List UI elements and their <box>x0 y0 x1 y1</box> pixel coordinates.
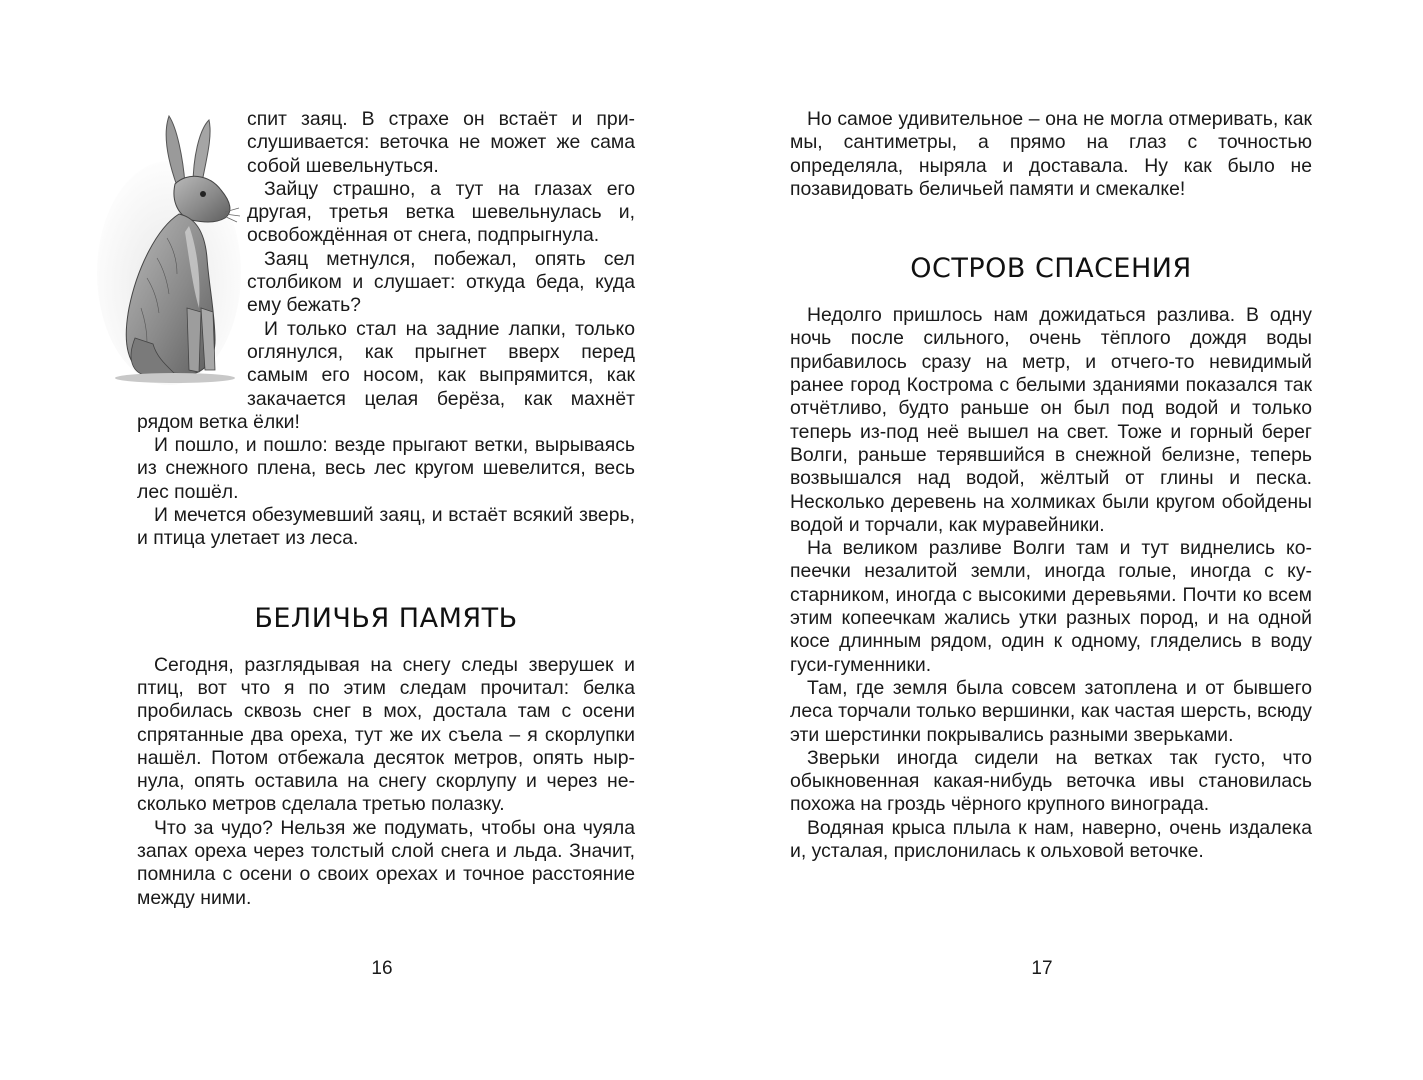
section-title: ОСТРОВ СПАСЕНИЯ <box>910 253 1192 285</box>
paragraph: Но самое удивительное – она не могла отмеривать, как мы, сантиметры, а прямо на глаз с точностью определяла, ныряла и доставала. Ну как было не позавидовать беличьей памяти и смекалке! <box>790 108 1312 200</box>
paragraph: Зверьки иногда сидели на ветках так густо, что обыкновенная какая-нибудь веточка ивы становилась похожа на гроздь чёрного крупного винограда. <box>790 746 1312 816</box>
paragraph: Недолго пришлось нам дожидаться разлива. В одну ночь после сильного, очень тёплого дождя воды прибавилось сразу на метр, и отчего-то невидимый ранее город Кострома с белыми зданиями показался так отчётливо, будто раньше он был под водой и только теперь из-под неё вышел на свет. Тоже и горный берег Волги, раньше терявшийся в снежной белизне, теперь возвышался над водой, жёлтый от глины и песка. Несколько деревень на холмиках были кругом обойдены водой и торчали, как муравейники. <box>790 304 1312 536</box>
right-page <box>712 0 1423 1080</box>
paragraph: И только стал на задние лапки, только оглянулся, как прыгнет вверх перед самым его носом, как выпрямится, как закачается целая берёза, как махнёт рядом ветка ёлки! <box>137 317 635 433</box>
page-number: 17 <box>1031 958 1053 979</box>
left-text-column <box>137 108 635 910</box>
paragraph: На великом разливе Волги там и тут виднелись копеечки незалитой земли, иногда голые, иногда с кустарником, иногда с высокими деревьями. Почти ко всем этим копеечкам жались утки разных пород, и на одной косе длинным рядом, один к одному, гляделись в воду гуси-гуменники. <box>790 537 1312 676</box>
paragraph: Что за чудо? Нельзя же подумать, чтобы она чуяла запах ореха через толстый слой снега и льда. Значит, помнила с осени о своих орехах и точное расстояние между ними. <box>137 816 635 909</box>
paragraph: спит заяц. В страхе он встаёт и прислушивается: веточка не может же сама собой шевельнуться. <box>247 108 635 177</box>
paragraph: Сегодня, разглядывая на снегу следы зверушек и птиц, вот что я по этим следам прочитал: белка пробилась сквозь снег в мох, достала там с осени спрятанные два ореха, тут же их съела – я скорлупки нашёл. Потом отбежала десяток метров, опять нырнула, опять оставила на снегу скорлупу и через несколько метров сделала третью полазку. <box>137 653 635 816</box>
right-text-column <box>790 108 1312 863</box>
paragraph: Заяц метнулся, побежал, опять сел столбиком и слушает: откуда беда, куда ему бежать? <box>247 247 635 317</box>
paragraph: И мечется обезумевший заяц, и встаёт всякий зверь, и птица улетает из леса. <box>137 504 635 550</box>
page-number: 16 <box>371 958 393 979</box>
hare-illustration <box>97 108 242 388</box>
section-title: БЕЛИЧЬЯ ПАМЯТЬ <box>254 602 518 634</box>
paragraph: Водяная крыса плыла к нам, наверно, очень издалека и, усталая, прислонилась к ольховой веточке. <box>790 816 1312 863</box>
paragraph: И пошло, и пошло: везде прыгают ветки, вырываясь из снежного плена, весь лес кругом шевелится, весь лес пошёл. <box>137 434 635 503</box>
hare-icon <box>97 108 242 388</box>
paragraph: Там, где земля была совсем затоплена и от бывшего леса торчали только вершинки, как частая шерсть, всюду эти шерстинки покрывались разными зверьками. <box>790 676 1312 746</box>
paragraph: Зайцу страшно, а тут на глазах его другая, третья ветка шевельнулась и, освобождённая от снега, подпрыгнула. <box>247 177 635 247</box>
